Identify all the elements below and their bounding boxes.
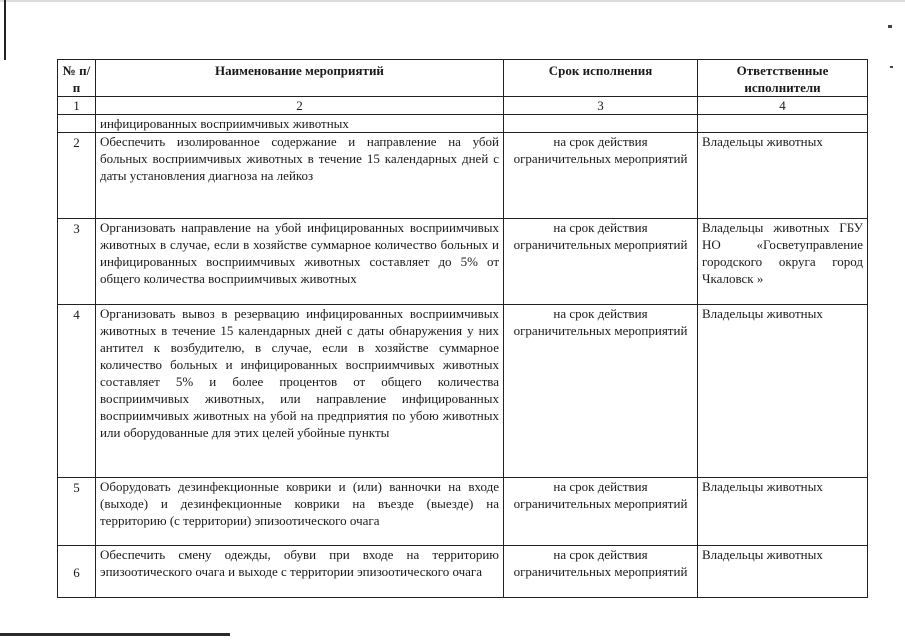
scan-mark-bottom: [0, 633, 230, 636]
measures-table: [57, 59, 868, 598]
header-name: Наименование мероприятий: [96, 60, 504, 97]
column-number: 2: [96, 97, 504, 115]
table-row: [58, 133, 868, 219]
row-term: на срок действия ограничительных мероприятий: [504, 133, 698, 219]
row-responsible: Владельцы животных: [698, 133, 868, 219]
row-responsible: Владельцы животных: [698, 546, 868, 598]
table-row: [58, 546, 868, 598]
scan-mark-left: [4, 0, 6, 60]
row-term: [504, 115, 698, 133]
row-term: на срок действия ограничительных мероприятий: [504, 305, 698, 478]
row-measure: Организовать вывоз в резервацию инфицированных восприимчивых животных в течение 15 календарных дней с даты обнаружения у них антител к возбудителю, в случае, если в хозяйстве суммарное количество больных и инфицированных восприимчивых животных составляет 5% и более процентов от общего количества восприимчивых животных, или направление инфицированных восприимчивых животных на убой на предприятия по убою животных или оборудованные для этих целей убойные пункты: [96, 305, 504, 478]
scan-speck: [888, 25, 892, 28]
column-number-row: [58, 97, 868, 115]
table-row: [58, 219, 868, 305]
row-number: 3: [58, 219, 96, 305]
row-number: [58, 115, 96, 133]
row-measure: Обеспечить смену одежды, обуви при входе на территорию эпизоотического очага и выходе с территории эпизоотического очага: [96, 546, 504, 598]
continuation-row: [58, 115, 868, 133]
row-term: на срок действия ограничительных мероприятий: [504, 546, 698, 598]
row-term: на срок действия ограничительных мероприятий: [504, 219, 698, 305]
table-header-row: [58, 60, 868, 97]
column-number: 1: [58, 97, 96, 115]
row-measure: Организовать направление на убой инфицированных восприимчивых животных в случае, если в хозяйстве суммарное количество больных и инфицированных восприимчивых животных составляет до 5% от общего количества восприимчивых животных: [96, 219, 504, 305]
row-responsible: Владельцы животных ГБУ НО «Госветуправление городского округа город Чкаловск »: [698, 219, 868, 305]
row-measure: Обеспечить изолированное содержание и направление на убой больных восприимчивых животных в течение 15 календарных дней с даты установления диагноза на лейкоз: [96, 133, 504, 219]
header-responsible: Ответственные исполнители: [698, 60, 868, 97]
row-term: на срок действия ограничительных мероприятий: [504, 478, 698, 546]
row-number: 6: [58, 546, 96, 598]
row-number: 4: [58, 305, 96, 478]
row-responsible: Владельцы животных: [698, 478, 868, 546]
scan-speck: [890, 66, 893, 68]
continuation-text: инфицированных восприимчивых животных: [96, 115, 504, 133]
column-number: 4: [698, 97, 868, 115]
table-row: [58, 305, 868, 478]
scan-edge-top: [0, 0, 905, 2]
row-number: 5: [58, 478, 96, 546]
row-number: 2: [58, 133, 96, 219]
header-term: Срок исполнения: [504, 60, 698, 97]
row-measure: Оборудовать дезинфекционные коврики и (или) ванночки на входе (выходе) и дезинфекционные коврики на въезде (выезде) на территорию (с территории) эпизоотического очага: [96, 478, 504, 546]
header-num: № п/п: [58, 60, 96, 97]
row-responsible: Владельцы животных: [698, 305, 868, 478]
column-number: 3: [504, 97, 698, 115]
row-responsible: [698, 115, 868, 133]
table-row: [58, 478, 868, 546]
